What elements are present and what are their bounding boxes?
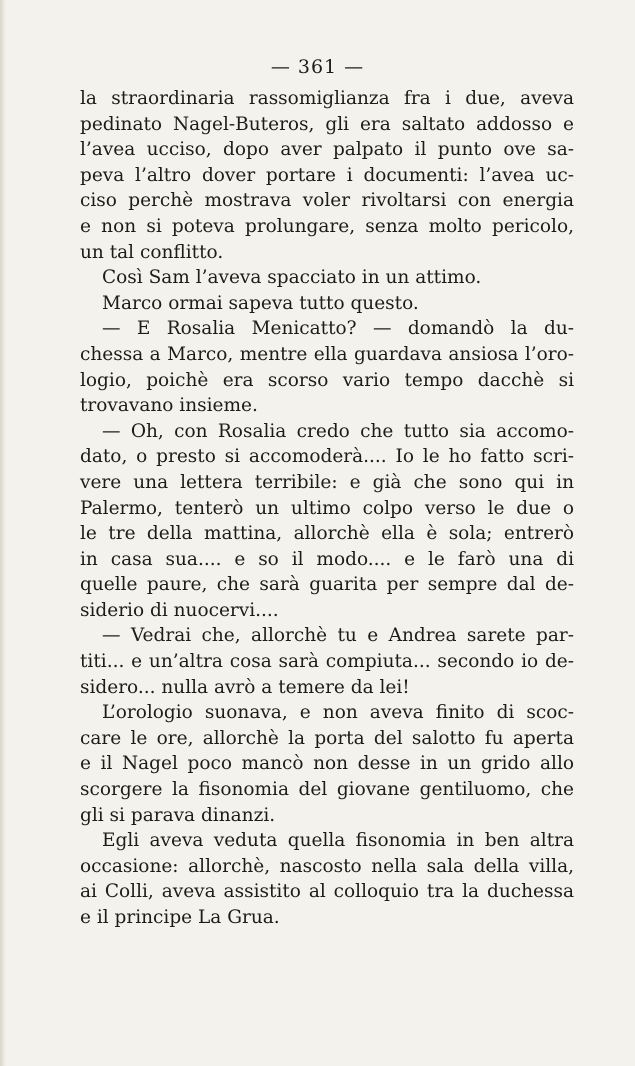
text-line: in casa sua.... e so il modo.... e le farò una di	[80, 548, 574, 570]
text-line: pedinato Nagel-Buteros, gli era saltato addosso e	[80, 113, 574, 135]
text-line: Egli aveva veduta quella fisonomia in ben altra	[102, 830, 574, 852]
page-binding-edge	[0, 0, 6, 1066]
text-line: gli si parava dinanzi.	[80, 804, 276, 826]
text-line: sidero... nulla avrò a temere da lei!	[80, 676, 410, 698]
text-line: la straordinaria rassomiglianza fra i due, aveva	[80, 88, 574, 109]
body-text	[80, 86, 574, 931]
text-line: dato, o presto si accomoderà.... Io le ho fatto scri-	[80, 446, 574, 468]
text-line: siderio di nuocervi....	[80, 599, 279, 621]
text-line: trovavano insieme.	[80, 395, 258, 417]
text-line: titi... e un’altra cosa sarà compiuta... secondo io de-	[80, 651, 574, 673]
text-line: care le ore, allorchè la porta del salotto fu aperta	[80, 727, 574, 749]
text-line: — Vedrai che, allorchè tu e Andrea sarete par-	[102, 625, 574, 647]
text-line: e il principe La Grua.	[80, 907, 280, 928]
text-line: ai Colli, aveva assistito al colloquio tra la duchessa	[80, 881, 574, 903]
text-line: Così Sam l’aveva spacciato in un attimo.	[102, 267, 482, 289]
text-line: Marco ormai sapeva tutto questo.	[102, 292, 419, 314]
text-line: — Oh, con Rosalia credo che tutto sia accomo-	[102, 420, 574, 442]
text-line: logio, poichè era scorso vario tempo dacchè si	[80, 369, 574, 391]
text-line: chessa a Marco, mentre ella guardava ansiosa l’oro-	[80, 343, 574, 365]
text-line: le tre della mattina, allorchè ella è sola; entrerò	[80, 523, 574, 545]
text-line: ciso perchè mostrava voler rivoltarsi con energia	[80, 190, 574, 212]
text-line: occasione: allorchè, nascosto nella sala della villa,	[80, 855, 574, 877]
text-line: scorgere la fisonomia del giovane gentiluomo, che	[80, 779, 574, 801]
text-line: quelle paure, che sarà guarita per sempre dal de-	[80, 574, 574, 596]
text-line: un tal conflitto.	[80, 241, 224, 263]
text-line: — E Rosalia Menicatto? — domandò la du-	[102, 318, 574, 340]
text-line: l’avea ucciso, dopo aver palpato il punto ove sa-	[80, 139, 574, 161]
page-number: — 361 —	[270, 56, 365, 78]
text-line: vere una lettera terribile: e già che sono qui in	[80, 471, 574, 493]
text-line: peva l’altro dover portare i documenti: l’avea uc-	[80, 164, 574, 186]
text-line: Palermo, tenterò un ultimo colpo verso le due o	[80, 497, 574, 519]
text-line: e il Nagel poco mancò non desse in un grido allo	[80, 753, 574, 775]
text-line: e non si poteva prolungare, senza molto pericolo,	[80, 215, 574, 237]
text-line: L’orologio suonava, e non aveva finito di scoc-	[102, 702, 574, 724]
